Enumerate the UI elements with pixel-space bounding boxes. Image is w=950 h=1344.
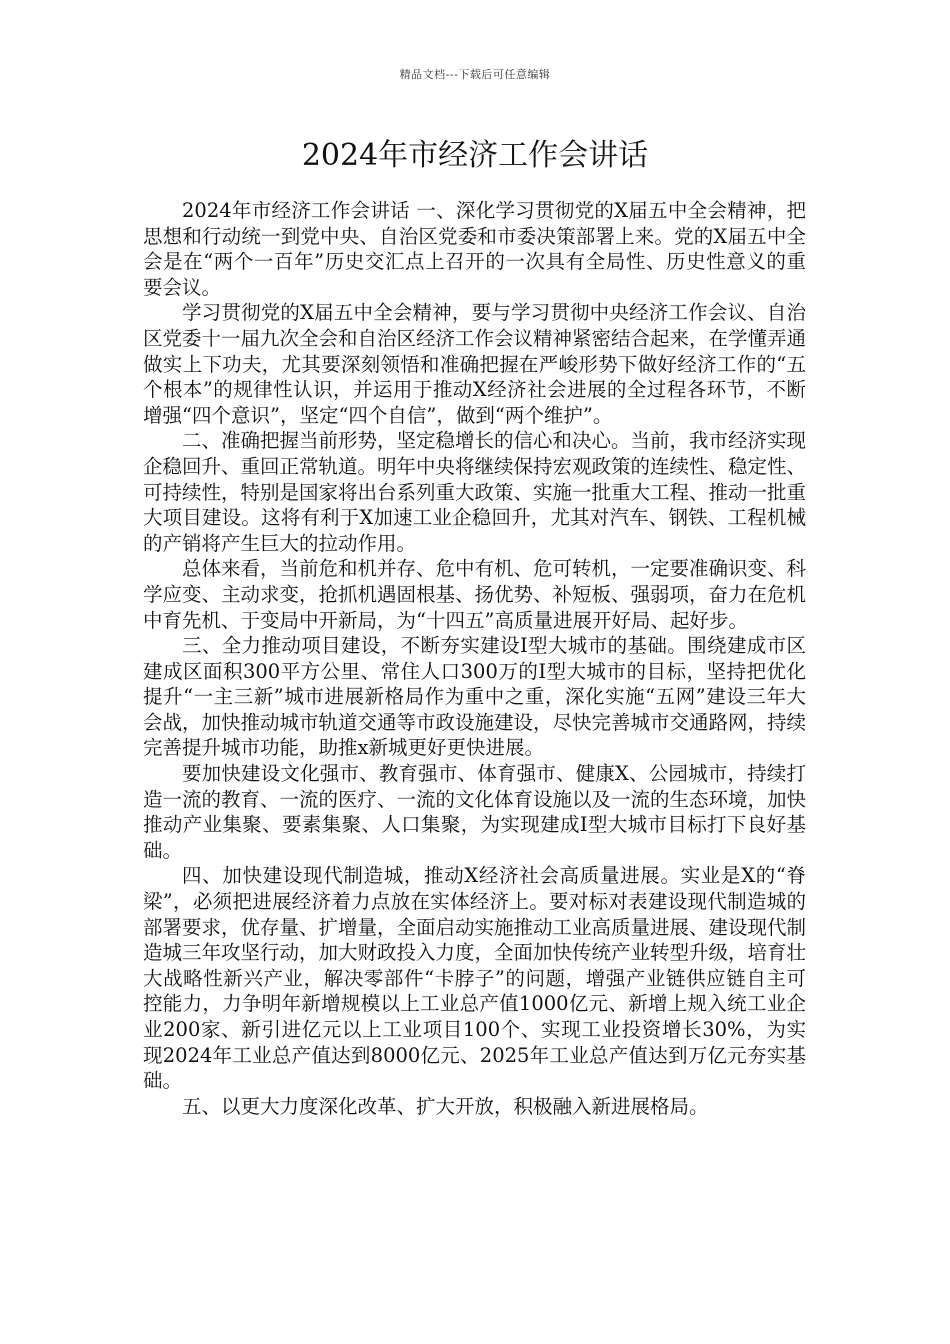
paragraph: 2024年市经济工作会讲话 一、深化学习贯彻党的X届五中全会精神，把思想和行动统一到党中央、自治区党委和市委决策部署上来。党的X届五中全会是在“两个一百年”历史交汇点上召开的一次具有全局性、历史性意义的重要会议。 <box>143 199 806 299</box>
paragraph: 五、以更大力度深化改革、扩大开放，积极融入新进展格局。 <box>182 1094 709 1118</box>
document-body <box>143 198 806 1119</box>
paragraph: 要加快建设文化强市、教育强市、体育强市、健康X、公园城市，持续打造一流的教育、一流的医疗、一流的文化体育设施以及一流的生态环境，加快推动产业集聚、要素集聚、人口集聚，为实现建成I型大城市目标打下良好基础。 <box>143 762 807 862</box>
paragraph: 学习贯彻党的X届五中全会精神，要与学习贯彻中央经济工作会议、自治区党委十一届九次全会和自治区经济工作会议精神紧密结合起来，在学懂弄通做实上下功夫，尤其要深刻领悟和准确把握在严峻形势下做好经济工作的“五个根本”的规律性认识，并运用于推动X经济社会进展的全过程各环节，不断增强“四个意识”，坚定“四个自信”，做到“两个维护”。 <box>143 301 807 427</box>
header-note: 精品文档---下载后可任意编辑 <box>399 68 551 81</box>
document-title: 2024年市经济工作会讲话 <box>301 138 649 173</box>
paragraph: 总体来看，当前危和机并存、危中有机、危可转机，一定要准确识变、科学应变、主动求变，抢抓机遇固根基、扬优势、补短板、强弱项，奋力在危机中育先机、于变局中开新局，为“十四五”高质量进展开好局、起好步。 <box>143 557 807 632</box>
paragraph: 二、准确把握当前形势，坚定稳增长的信心和决心。当前，我市经济实现企稳回升、重回正常轨道。明年中央将继续保持宏观政策的连续性、稳定性、可持续性，特别是国家将出台系列重大政策、实施一批重大工程、推动一批重大项目建设。这将有利于X加速工业企稳回升，尤其对汽车、钢铁、工程机械的产销将产生巨大的拉动作用。 <box>143 429 807 555</box>
paragraph: 三、全力推动项目建设，不断夯实建设I型大城市的基础。围绕建成市区建成区面积300平方公里、常住人口300万的I型大城市的目标，坚持把优化提升“一主三新”城市进展新格局作为重中之重，深化实施“五网”建设三年大会战，加快推动城市轨道交通等市政设施建设，尽快完善城市交通路网，持续完善提升城市功能，助推x新城更好更快进展。 <box>143 634 807 760</box>
paragraph: 四、加快建设现代制造城，推动X经济社会高质量进展。实业是X的“脊梁”，必须把进展经济着力点放在实体经济上。要对标对表建设现代制造城的部署要求，优存量、扩增量，全面启动实施推动工业高质量进展、建设现代制造城三年攻坚行动，加大财政投入力度，全面加快传统产业转型升级，培育壮大战略性新兴产业，解决零部件“卡脖子”的问题，增强产业链供应链自主可控能力，力争明年新增规模以上工业总产值1000亿元、新增上规入统工业企业200家、新引进亿元以上工业项目100个、实现工业投资增长30%，为实现2024年工业总产值达到8000亿元、2025年工业总产值达到万亿元夯实基础。 <box>143 864 807 1093</box>
